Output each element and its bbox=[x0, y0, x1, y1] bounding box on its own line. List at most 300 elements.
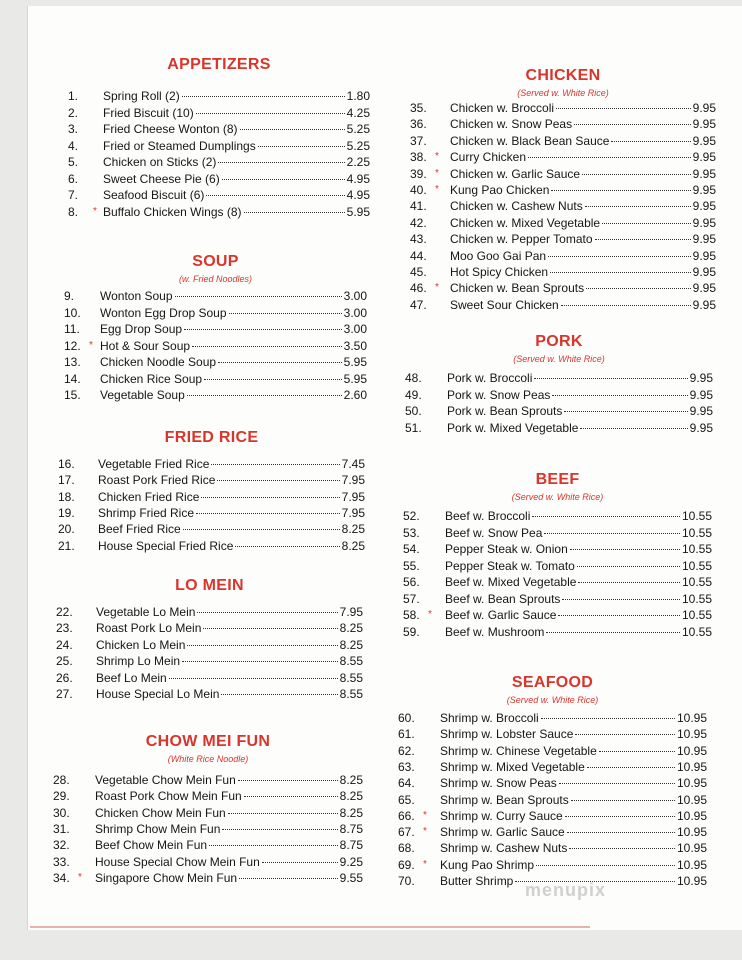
menu-item bbox=[398, 792, 707, 808]
item-line bbox=[103, 121, 370, 137]
item-number: 6. bbox=[68, 171, 79, 186]
item-name: Chicken Lo Mein bbox=[96, 637, 186, 652]
menu-item bbox=[68, 171, 370, 187]
section-beef bbox=[403, 470, 712, 639]
dot-leader bbox=[571, 800, 675, 801]
item-line bbox=[445, 574, 712, 590]
item-name: Pepper Steak w. Onion bbox=[445, 542, 568, 556]
item-name: Pork w. Broccoli bbox=[447, 371, 533, 385]
item-name: Pork w. Bean Sprouts bbox=[447, 404, 563, 419]
item-line bbox=[100, 387, 367, 403]
item-price: 1.80 bbox=[346, 89, 370, 103]
item-number: 23. bbox=[56, 621, 73, 636]
spicy-star-icon: * bbox=[89, 339, 93, 351]
item-name: Beef w. Broccoli bbox=[445, 509, 531, 523]
item-line bbox=[95, 772, 363, 788]
item-name: Shrimp w. Bean Sprouts bbox=[440, 792, 569, 807]
menu-item bbox=[68, 121, 370, 137]
menu-item bbox=[53, 772, 363, 788]
dot-leader bbox=[577, 566, 680, 567]
dot-leader bbox=[580, 428, 687, 429]
item-price: 8.55 bbox=[339, 670, 363, 685]
item-price: 9.95 bbox=[689, 371, 713, 385]
dot-leader bbox=[197, 612, 337, 613]
item-line bbox=[95, 870, 363, 886]
item-price: 9.95 bbox=[692, 232, 716, 247]
section-chow-mei-fun bbox=[53, 732, 363, 885]
item-price: 9.95 bbox=[692, 265, 716, 279]
section-title: SOUP bbox=[192, 253, 239, 270]
menu-item bbox=[405, 403, 713, 419]
item-price: 7.95 bbox=[339, 605, 363, 619]
section-fried-rice bbox=[58, 428, 365, 553]
item-line bbox=[445, 508, 712, 524]
item-price: 10.95 bbox=[676, 841, 707, 856]
menu-item bbox=[53, 805, 363, 821]
item-line bbox=[440, 824, 707, 840]
item-line bbox=[440, 710, 707, 726]
menu-item bbox=[56, 670, 363, 686]
spicy-star-icon: * bbox=[423, 826, 427, 838]
item-name: Roast Pork Lo Mein bbox=[96, 621, 202, 636]
menu-item bbox=[64, 288, 367, 304]
item-line bbox=[450, 231, 716, 247]
item-list bbox=[405, 370, 713, 436]
item-line bbox=[96, 653, 363, 669]
item-line bbox=[450, 198, 716, 214]
item-number: 33. bbox=[53, 854, 70, 869]
item-price: 10.95 bbox=[676, 825, 707, 840]
item-number: 53. bbox=[403, 525, 420, 540]
item-price: 8.25 bbox=[339, 789, 363, 804]
item-number: 48. bbox=[405, 371, 422, 385]
item-name: Shrimp w. Curry Sauce bbox=[440, 808, 563, 823]
item-number: 15. bbox=[64, 388, 81, 402]
item-name: Chicken Chow Mein Fun bbox=[95, 805, 226, 820]
item-list bbox=[398, 710, 707, 889]
item-price: 4.95 bbox=[346, 188, 370, 202]
item-number: 25. bbox=[56, 654, 73, 669]
menu-item bbox=[410, 116, 716, 132]
item-line bbox=[440, 857, 707, 873]
menu-item bbox=[398, 808, 707, 824]
dot-leader bbox=[559, 783, 675, 784]
item-price: 10.95 bbox=[676, 792, 707, 807]
section-subtitle: (Served w. White Rice) bbox=[506, 695, 599, 705]
item-list bbox=[64, 288, 367, 404]
spicy-star-icon: * bbox=[435, 282, 439, 294]
item-number: 1. bbox=[68, 89, 79, 103]
menu-item bbox=[58, 538, 365, 554]
menu-item bbox=[405, 420, 713, 436]
item-price: 9.95 bbox=[692, 150, 716, 165]
item-line bbox=[100, 371, 367, 387]
item-line bbox=[450, 248, 716, 264]
item-name: Chicken on Sticks (2) bbox=[103, 155, 217, 169]
item-name: Roast Pork Fried Rice bbox=[98, 473, 216, 488]
menu-item bbox=[403, 574, 712, 590]
item-name: Seafood Biscuit (6) bbox=[103, 188, 205, 202]
item-price: 10.55 bbox=[681, 591, 712, 606]
item-price: 9.95 bbox=[692, 101, 716, 115]
item-price: 5.95 bbox=[346, 204, 370, 219]
item-line bbox=[450, 166, 716, 182]
item-price: 10.55 bbox=[681, 525, 712, 540]
dot-leader bbox=[235, 546, 339, 547]
dot-leader bbox=[552, 395, 687, 396]
item-line bbox=[103, 88, 370, 104]
item-number: 34. bbox=[53, 870, 70, 885]
dot-leader bbox=[599, 751, 675, 752]
item-number: 66. bbox=[398, 808, 415, 823]
item-number: 57. bbox=[403, 591, 420, 606]
item-price: 10.95 bbox=[676, 776, 707, 791]
item-price: 8.75 bbox=[339, 821, 363, 836]
section-title: BEEF bbox=[535, 471, 580, 488]
item-number: 9. bbox=[64, 289, 75, 303]
spicy-star-icon: * bbox=[93, 205, 97, 217]
item-list bbox=[58, 456, 365, 554]
item-name: Shrimp w. Lobster Sauce bbox=[440, 727, 574, 742]
item-number: 5. bbox=[68, 155, 79, 169]
item-name: Hot & Sour Soup bbox=[100, 338, 191, 353]
item-name: Shrimp Lo Mein bbox=[96, 654, 181, 669]
menu-item bbox=[398, 759, 707, 775]
item-line bbox=[450, 297, 716, 313]
dot-leader bbox=[203, 628, 337, 629]
item-price: 2.25 bbox=[346, 155, 370, 169]
menu-item bbox=[56, 686, 363, 702]
menu-item bbox=[68, 88, 370, 104]
menu-item bbox=[64, 338, 367, 354]
menu-item bbox=[398, 857, 707, 873]
item-number: 31. bbox=[53, 821, 70, 836]
item-number: 11. bbox=[64, 322, 80, 336]
dot-leader bbox=[528, 157, 691, 158]
item-price: 5.25 bbox=[346, 138, 370, 153]
item-name: Wonton Soup bbox=[100, 289, 173, 303]
item-list bbox=[68, 88, 370, 220]
menu-item bbox=[403, 508, 712, 524]
dot-leader bbox=[187, 645, 337, 646]
dot-leader bbox=[551, 190, 690, 191]
item-number: 18. bbox=[58, 489, 75, 504]
dot-leader bbox=[567, 832, 675, 833]
item-line bbox=[95, 854, 363, 870]
item-line bbox=[96, 686, 363, 702]
section-title: FRIED RICE bbox=[164, 429, 259, 446]
item-line bbox=[98, 538, 365, 554]
menu-item bbox=[53, 854, 363, 870]
dot-leader bbox=[565, 816, 675, 817]
item-name: Beef w. Garlic Sauce bbox=[445, 608, 557, 622]
item-line bbox=[440, 743, 707, 759]
item-name: Shrimp w. Garlic Sauce bbox=[440, 825, 565, 840]
item-name: Buffalo Chicken Wings (8) bbox=[103, 204, 242, 219]
item-price: 3.00 bbox=[343, 289, 367, 303]
item-line bbox=[103, 105, 370, 121]
item-number: 56. bbox=[403, 575, 420, 589]
section-title: CHICKEN bbox=[525, 67, 601, 84]
dot-leader bbox=[536, 865, 675, 866]
section-subtitle: (Served w. White Rice) bbox=[511, 492, 604, 502]
section-chicken bbox=[410, 66, 716, 312]
menu-item bbox=[68, 138, 370, 154]
item-name: Kung Pao Shrimp bbox=[440, 857, 535, 872]
dot-leader bbox=[187, 395, 342, 396]
dot-leader bbox=[578, 582, 680, 583]
item-number: 10. bbox=[64, 305, 81, 320]
dot-leader bbox=[258, 146, 345, 147]
section-subtitle: (Served w. White Rice) bbox=[513, 354, 605, 364]
item-name: Chicken w. Pepper Tomato bbox=[450, 232, 593, 247]
item-number: 26. bbox=[56, 670, 73, 685]
item-name: Singapore Chow Mein Fun bbox=[95, 870, 238, 885]
item-number: 22. bbox=[56, 605, 73, 619]
dot-leader bbox=[211, 464, 339, 465]
dot-leader bbox=[218, 162, 344, 163]
item-price: 5.95 bbox=[343, 355, 367, 369]
page-edge-line bbox=[30, 926, 590, 928]
spicy-star-icon: * bbox=[435, 151, 439, 163]
menu-item bbox=[398, 824, 707, 840]
item-line bbox=[100, 288, 367, 304]
item-price: 10.95 bbox=[676, 874, 707, 888]
item-price: 9.95 bbox=[692, 117, 716, 132]
menu-item bbox=[53, 821, 363, 837]
item-price: 9.55 bbox=[339, 870, 363, 885]
menu-item bbox=[410, 149, 716, 165]
item-price: 10.95 bbox=[676, 743, 707, 758]
item-number: 42. bbox=[410, 215, 427, 230]
dot-leader bbox=[550, 272, 691, 273]
menu-item bbox=[410, 100, 716, 116]
item-name: Vegetable Soup bbox=[100, 388, 185, 402]
item-price: 7.45 bbox=[341, 457, 365, 471]
dot-leader bbox=[229, 313, 342, 314]
item-price: 9.95 bbox=[692, 215, 716, 230]
menu-item bbox=[58, 521, 365, 537]
dot-leader bbox=[558, 615, 680, 616]
dot-leader bbox=[182, 661, 338, 662]
item-price: 7.95 bbox=[341, 473, 365, 488]
menu-item bbox=[398, 840, 707, 856]
dot-leader bbox=[602, 223, 691, 224]
menu-item bbox=[398, 743, 707, 759]
menu-item bbox=[58, 489, 365, 505]
dot-leader bbox=[239, 878, 338, 879]
item-number: 58. bbox=[403, 608, 420, 622]
item-name: Beef w. Mixed Vegetable bbox=[445, 575, 577, 589]
menu-item bbox=[410, 264, 716, 280]
item-price: 9.95 bbox=[689, 387, 713, 402]
dot-leader bbox=[541, 718, 675, 719]
dot-leader bbox=[240, 129, 345, 130]
menu-item bbox=[410, 133, 716, 149]
dot-leader bbox=[570, 549, 680, 550]
dot-leader bbox=[569, 848, 675, 849]
item-number: 59. bbox=[403, 624, 420, 639]
item-number: 3. bbox=[68, 122, 79, 136]
menu-item bbox=[410, 182, 716, 198]
dot-leader bbox=[564, 411, 687, 412]
section-title: SEAFOOD bbox=[511, 674, 594, 691]
item-price: 3.00 bbox=[343, 322, 367, 336]
item-number: 44. bbox=[410, 248, 427, 263]
dot-leader bbox=[582, 174, 691, 175]
item-price: 10.55 bbox=[681, 542, 712, 556]
item-number: 2. bbox=[68, 105, 79, 120]
item-line bbox=[98, 456, 365, 472]
item-line bbox=[440, 726, 707, 742]
item-name: Kung Pao Chicken bbox=[450, 183, 550, 197]
item-number: 37. bbox=[410, 133, 427, 148]
item-line bbox=[440, 792, 707, 808]
item-line bbox=[445, 558, 712, 574]
dot-leader bbox=[201, 497, 339, 498]
item-number: 27. bbox=[56, 687, 73, 701]
item-name: Fried Biscuit (10) bbox=[103, 105, 194, 120]
item-number: 28. bbox=[53, 773, 70, 787]
item-name: Spring Roll (2) bbox=[103, 89, 180, 103]
item-number: 16. bbox=[58, 457, 75, 471]
item-number: 62. bbox=[398, 743, 415, 758]
item-name: Chicken Rice Soup bbox=[100, 371, 203, 386]
item-price: 9.95 bbox=[692, 199, 716, 214]
item-number: 39. bbox=[410, 166, 427, 181]
item-name: Shrimp w. Chinese Vegetable bbox=[440, 743, 597, 758]
item-number: 65. bbox=[398, 792, 415, 807]
item-price: 10.55 bbox=[681, 558, 712, 573]
item-name: House Special Lo Mein bbox=[96, 687, 220, 701]
dot-leader bbox=[546, 632, 680, 633]
section-seafood bbox=[398, 673, 707, 888]
dot-leader bbox=[206, 195, 344, 196]
item-name: Fried Cheese Wonton (8) bbox=[103, 122, 238, 136]
item-name: Fried or Steamed Dumplings bbox=[103, 138, 256, 153]
item-price: 10.95 bbox=[676, 857, 707, 872]
item-number: 14. bbox=[64, 371, 81, 386]
dot-leader bbox=[175, 296, 342, 297]
menu-item bbox=[403, 591, 712, 607]
menu-item bbox=[64, 321, 367, 337]
menu-item bbox=[410, 231, 716, 247]
menu-item bbox=[403, 607, 712, 623]
item-name: Chicken w. Mixed Vegetable bbox=[450, 215, 601, 230]
section-subtitle: (Served w. White Rice) bbox=[517, 88, 609, 98]
item-price: 9.95 bbox=[692, 248, 716, 263]
item-line bbox=[103, 171, 370, 187]
item-name: Hot Spicy Chicken bbox=[450, 265, 549, 279]
item-line bbox=[103, 187, 370, 203]
item-name: Pork w. Mixed Vegetable bbox=[447, 420, 579, 435]
dot-leader bbox=[221, 694, 337, 695]
dot-leader bbox=[244, 796, 338, 797]
item-number: 41. bbox=[410, 199, 427, 214]
item-price: 4.95 bbox=[346, 171, 370, 186]
item-line bbox=[445, 541, 712, 557]
dot-leader bbox=[611, 141, 690, 142]
item-number: 55. bbox=[403, 558, 420, 573]
item-name: Sweet Cheese Pie (6) bbox=[103, 171, 220, 186]
item-name: House Special Chow Mein Fun bbox=[95, 854, 260, 869]
item-line bbox=[98, 505, 365, 521]
dot-leader bbox=[586, 288, 691, 289]
item-name: Vegetable Lo Mein bbox=[96, 605, 196, 619]
dot-leader bbox=[574, 124, 691, 125]
item-line bbox=[103, 154, 370, 170]
item-name: Moo Goo Gai Pan bbox=[450, 248, 547, 263]
item-name: Beef w. Mushroom bbox=[445, 624, 545, 639]
item-number: 64. bbox=[398, 776, 415, 791]
item-price: 10.95 bbox=[676, 711, 707, 725]
item-price: 7.95 bbox=[341, 489, 365, 504]
item-price: 7.95 bbox=[341, 505, 365, 520]
menu-item bbox=[398, 775, 707, 791]
item-line bbox=[450, 182, 716, 198]
item-name: Pepper Steak w. Tomato bbox=[445, 558, 575, 573]
item-line bbox=[440, 759, 707, 775]
menu-item bbox=[64, 354, 367, 370]
menu-item bbox=[64, 371, 367, 387]
menu-item bbox=[410, 215, 716, 231]
item-price: 10.95 bbox=[676, 808, 707, 823]
item-number: 47. bbox=[410, 297, 427, 312]
dot-leader bbox=[222, 829, 337, 830]
item-line bbox=[450, 100, 716, 116]
item-number: 8. bbox=[68, 204, 79, 219]
item-number: 35. bbox=[410, 101, 427, 115]
menu-item bbox=[64, 387, 367, 403]
item-line bbox=[100, 354, 367, 370]
menu-item bbox=[410, 297, 716, 313]
item-number: 69. bbox=[398, 857, 415, 872]
menu-item bbox=[68, 105, 370, 121]
item-number: 40. bbox=[410, 183, 427, 197]
item-price: 8.75 bbox=[339, 838, 363, 853]
menu-item bbox=[405, 387, 713, 403]
item-number: 70. bbox=[398, 874, 415, 888]
item-line bbox=[100, 305, 367, 321]
dot-leader bbox=[262, 862, 338, 863]
dot-leader bbox=[556, 108, 691, 109]
section-title: PORK bbox=[535, 333, 583, 350]
dot-leader bbox=[585, 206, 691, 207]
item-price: 8.25 bbox=[339, 805, 363, 820]
item-name: Roast Pork Chow Mein Fun bbox=[95, 789, 242, 804]
item-line bbox=[96, 670, 363, 686]
item-line bbox=[447, 420, 713, 436]
item-line bbox=[98, 489, 365, 505]
item-line bbox=[450, 116, 716, 132]
item-price: 4.25 bbox=[346, 105, 370, 120]
item-list bbox=[403, 508, 712, 640]
item-price: 10.55 bbox=[681, 608, 712, 622]
item-price: 5.25 bbox=[346, 122, 370, 136]
spicy-star-icon: * bbox=[428, 609, 432, 620]
item-number: 63. bbox=[398, 759, 415, 774]
item-price: 9.25 bbox=[339, 854, 363, 869]
spicy-star-icon: * bbox=[423, 858, 427, 870]
item-price: 9.95 bbox=[689, 420, 713, 435]
item-number: 61. bbox=[398, 727, 415, 742]
item-price: 8.55 bbox=[339, 687, 363, 701]
item-line bbox=[450, 133, 716, 149]
item-line bbox=[440, 775, 707, 791]
item-price: 10.55 bbox=[681, 575, 712, 589]
section-soup bbox=[64, 252, 367, 402]
item-name: Shrimp Chow Mein Fun bbox=[95, 821, 221, 836]
